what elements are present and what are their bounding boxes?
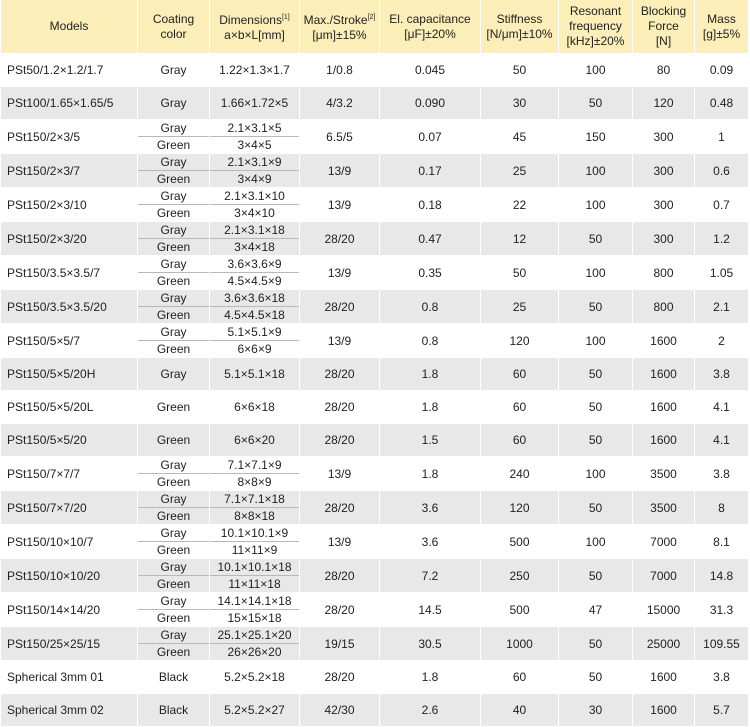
stiffness-cell: 22 [481, 188, 559, 222]
table-row [1, 424, 749, 457]
capacitance-cell: 3.6 [380, 525, 481, 559]
dimensions-cell-value: 7.1×7.1×18 [210, 491, 299, 508]
mass-cell: 8.1 [695, 525, 749, 559]
stroke-cell: 1/0.8 [300, 54, 380, 87]
resonant-frequency-cell: 50 [559, 358, 633, 391]
resonant-frequency-cell: 47 [559, 593, 633, 627]
capacitance-cell: 0.07 [380, 120, 481, 154]
coating-color-cell-value: Gray [160, 367, 187, 381]
stiffness-cell: 500 [481, 525, 559, 559]
stiffness-cell: 25 [481, 154, 559, 188]
coating-color-cell-value: Black [158, 670, 189, 684]
table-row [1, 559, 749, 593]
dimensions-cell-value: 3.6×3.6×18 [210, 290, 299, 307]
dimensions-cell [210, 87, 300, 120]
stiffness-cell: 30 [481, 87, 559, 120]
capacitance-cell: 0.045 [380, 54, 481, 87]
blocking-force-cell: 25000 [633, 627, 695, 661]
coating-color-cell-value: Green [156, 308, 191, 322]
capacitance-cell: 30.5 [380, 627, 481, 661]
coating-color-cell-value: Gray [138, 457, 209, 474]
coating-color-cell [138, 424, 210, 457]
blocking-force-cell: 120 [633, 87, 695, 120]
mass-cell: 109.55 [695, 627, 749, 661]
coating-color-cell-value: Green [156, 611, 191, 625]
dimensions-cell-value: 5.1×5.1×18 [224, 367, 285, 381]
mass-cell: 3.8 [695, 457, 749, 491]
mass-cell: 31.3 [695, 593, 749, 627]
stroke-cell: 13/9 [300, 154, 380, 188]
blocking-force-cell: 800 [633, 290, 695, 324]
dimensions-cell-value: 10.1×10.1×18 [210, 559, 299, 576]
blocking-force-cell: 300 [633, 120, 695, 154]
header-blocking-force: Blocking Force [N] [633, 0, 695, 54]
header-stiffness: Stiffness [N/μm]±10% [481, 0, 559, 54]
dimensions-cell-value: 3×4×5 [237, 138, 272, 152]
blocking-force-cell: 3500 [633, 457, 695, 491]
model-cell: Spherical 3mm 01 [1, 661, 138, 694]
coating-color-cell-value: Gray [138, 154, 209, 171]
coating-color-cell-value: Green [156, 433, 191, 447]
dimensions-cell-value: 10.1×10.1×9 [210, 525, 299, 542]
dimensions-cell [210, 491, 300, 525]
blocking-force-cell: 15000 [633, 593, 695, 627]
stiffness-cell: 45 [481, 120, 559, 154]
stiffness-cell: 120 [481, 324, 559, 358]
coating-color-cell [138, 491, 210, 525]
model-cell: PSt150/3.5×3.5/20 [1, 290, 138, 324]
model-cell: PSt150/5×5/20 [1, 424, 138, 457]
resonant-frequency-cell: 50 [559, 87, 633, 120]
mass-cell: 1.2 [695, 222, 749, 256]
model-cell: PSt150/10×10/7 [1, 525, 138, 559]
model-cell: PSt50/1.2×1.2/1.7 [1, 54, 138, 87]
model-cell: PSt150/14×14/20 [1, 593, 138, 627]
dimensions-cell-value: 3×4×9 [237, 172, 272, 186]
coating-color-cell-value: Green [156, 274, 191, 288]
blocking-force-cell: 1600 [633, 694, 695, 727]
table-row [1, 256, 749, 290]
stroke-cell: 28/20 [300, 290, 380, 324]
resonant-frequency-cell: 150 [559, 120, 633, 154]
dimensions-cell-value: 3.6×3.6×9 [210, 256, 299, 273]
capacitance-cell: 3.6 [380, 491, 481, 525]
dimensions-cell-value: 4.5×4.5×9 [227, 274, 282, 288]
model-cell: PSt150/25×25/15 [1, 627, 138, 661]
header-row [1, 0, 749, 54]
dimensions-cell-value: 26×26×20 [227, 645, 282, 659]
resonant-frequency-cell: 100 [559, 457, 633, 491]
capacitance-cell: 1.8 [380, 391, 481, 424]
blocking-force-cell: 300 [633, 188, 695, 222]
table-row [1, 391, 749, 424]
model-cell: PSt150/2×3/5 [1, 120, 138, 154]
blocking-force-cell: 800 [633, 256, 695, 290]
capacitance-cell: 0.47 [380, 222, 481, 256]
dimensions-cell [210, 290, 300, 324]
table-row [1, 593, 749, 627]
coating-color-cell-value: Gray [138, 290, 209, 307]
table-row [1, 491, 749, 525]
dimensions-cell-value: 1.22×1.3×1.7 [219, 63, 290, 77]
coating-color-cell [138, 222, 210, 256]
dimensions-cell [210, 661, 300, 694]
resonant-frequency-cell: 50 [559, 222, 633, 256]
coating-color-cell-value: Gray [138, 256, 209, 273]
mass-cell: 1 [695, 120, 749, 154]
coating-color-cell-value: Gray [160, 63, 187, 77]
table-row [1, 694, 749, 727]
capacitance-cell: 1.8 [380, 457, 481, 491]
dimensions-cell [210, 593, 300, 627]
stroke-cell: 28/20 [300, 222, 380, 256]
dimensions-cell-value: 1.66×1.72×5 [220, 96, 289, 110]
mass-cell: 3.8 [695, 358, 749, 391]
mass-cell: 0.09 [695, 54, 749, 87]
stiffness-cell: 60 [481, 358, 559, 391]
mass-cell: 5.7 [695, 694, 749, 727]
model-cell: PSt150/5×5/20H [1, 358, 138, 391]
dimensions-cell-value: 6×6×9 [237, 342, 272, 356]
dimensions-cell-value: 5.1×5.1×9 [210, 324, 299, 341]
model-cell: PSt150/2×3/7 [1, 154, 138, 188]
stroke-cell: 13/9 [300, 324, 380, 358]
coating-color-cell [138, 627, 210, 661]
model-cell: PSt150/7×7/7 [1, 457, 138, 491]
coating-color-cell [138, 559, 210, 593]
coating-color-cell [138, 661, 210, 694]
stiffness-cell: 50 [481, 256, 559, 290]
coating-color-cell-value: Gray [138, 222, 209, 239]
stroke-cell: 42/30 [300, 694, 380, 727]
capacitance-cell: 1.8 [380, 358, 481, 391]
coating-color-cell [138, 324, 210, 358]
mass-cell: 0.48 [695, 87, 749, 120]
blocking-force-cell: 80 [633, 54, 695, 87]
stroke-cell: 13/9 [300, 256, 380, 290]
stroke-cell: 28/20 [300, 661, 380, 694]
coating-color-cell-value: Green [156, 509, 191, 523]
table-row [1, 87, 749, 120]
dimensions-cell-value: 15×15×18 [227, 611, 282, 625]
stiffness-cell: 240 [481, 457, 559, 491]
stiffness-cell: 250 [481, 559, 559, 593]
dimensions-cell [210, 120, 300, 154]
coating-color-cell [138, 87, 210, 120]
resonant-frequency-cell: 50 [559, 627, 633, 661]
dimensions-cell [210, 391, 300, 424]
dimensions-cell-value: 2.1×3.1×18 [210, 222, 299, 239]
stiffness-cell: 50 [481, 54, 559, 87]
coating-color-cell [138, 256, 210, 290]
coating-color-cell [138, 694, 210, 727]
table-row [1, 457, 749, 491]
stiffness-cell: 25 [481, 290, 559, 324]
dimensions-cell-value: 14.1×14.1×18 [210, 593, 299, 610]
resonant-frequency-cell: 100 [559, 525, 633, 559]
coating-color-cell [138, 358, 210, 391]
coating-color-cell-value: Green [156, 172, 191, 186]
table-row [1, 188, 749, 222]
specs-table [1, 0, 749, 727]
capacitance-cell: 1.5 [380, 424, 481, 457]
resonant-frequency-cell: 50 [559, 491, 633, 525]
stiffness-cell: 60 [481, 661, 559, 694]
coating-color-cell-value: Green [156, 206, 191, 220]
capacitance-cell: 0.8 [380, 324, 481, 358]
coating-color-cell-value: Green [156, 577, 191, 591]
dimensions-cell [210, 188, 300, 222]
table-row [1, 54, 749, 87]
blocking-force-cell: 300 [633, 154, 695, 188]
blocking-force-cell: 1600 [633, 358, 695, 391]
coating-color-cell [138, 188, 210, 222]
coating-color-cell [138, 120, 210, 154]
dimensions-cell [210, 457, 300, 491]
model-cell: PSt150/3.5×3.5/7 [1, 256, 138, 290]
stroke-cell: 28/20 [300, 391, 380, 424]
stroke-cell: 13/9 [300, 457, 380, 491]
coating-color-cell-value: Gray [138, 525, 209, 542]
coating-color-cell-value: Gray [138, 324, 209, 341]
dimensions-cell-value: 8×8×9 [237, 475, 272, 489]
header-capacitance: El. capacitance [μF]±20% [380, 0, 481, 54]
coating-color-cell-value: Green [156, 138, 191, 152]
dimensions-cell [210, 525, 300, 559]
model-cell: PSt100/1.65×1.65/5 [1, 87, 138, 120]
stiffness-cell: 60 [481, 424, 559, 457]
dimensions-cell-value: 25.1×25.1×20 [210, 627, 299, 644]
table-row [1, 154, 749, 188]
dimensions-cell [210, 324, 300, 358]
resonant-frequency-cell: 30 [559, 694, 633, 727]
resonant-frequency-cell: 50 [559, 559, 633, 593]
stroke-cell: 28/20 [300, 424, 380, 457]
dimensions-cell [210, 222, 300, 256]
capacitance-cell: 2.6 [380, 694, 481, 727]
resonant-frequency-cell: 100 [559, 324, 633, 358]
mass-cell: 4.1 [695, 424, 749, 457]
header-mass: Mass [g]±5% [695, 0, 749, 54]
stiffness-cell: 120 [481, 491, 559, 525]
resonant-frequency-cell: 100 [559, 154, 633, 188]
coating-color-cell-value: Green [156, 342, 191, 356]
blocking-force-cell: 7000 [633, 525, 695, 559]
table-row [1, 525, 749, 559]
dimensions-cell [210, 694, 300, 727]
header-models: Models [1, 0, 138, 54]
header-dimensions: Dimensions[1] a×b×L[mm] [210, 0, 300, 54]
stiffness-cell: 40 [481, 694, 559, 727]
dimensions-cell-value: 3×4×18 [234, 240, 275, 254]
mass-cell: 0.6 [695, 154, 749, 188]
coating-color-cell [138, 457, 210, 491]
coating-color-cell-value: Green [156, 400, 191, 414]
coating-color-cell-value: Black [158, 703, 189, 717]
stroke-cell: 19/15 [300, 627, 380, 661]
coating-color-cell-value: Gray [160, 96, 187, 110]
resonant-frequency-cell: 50 [559, 391, 633, 424]
stiffness-cell: 500 [481, 593, 559, 627]
stiffness-cell: 1000 [481, 627, 559, 661]
dimensions-cell-value: 2.1×3.1×9 [210, 154, 299, 171]
table-row [1, 661, 749, 694]
dimensions-cell-value: 11×11×18 [228, 577, 281, 591]
resonant-frequency-cell: 50 [559, 661, 633, 694]
stroke-cell: 28/20 [300, 559, 380, 593]
dimensions-cell-value: 2.1×3.1×5 [210, 120, 299, 137]
header-coating: Coating color [138, 0, 210, 54]
blocking-force-cell: 1600 [633, 324, 695, 358]
coating-color-cell [138, 593, 210, 627]
coating-color-cell [138, 525, 210, 559]
stroke-cell: 28/20 [300, 593, 380, 627]
stroke-cell: 4/3.2 [300, 87, 380, 120]
capacitance-cell: 1.8 [380, 661, 481, 694]
dimensions-cell-value: 5.2×5.2×27 [224, 703, 285, 717]
mass-cell: 2 [695, 324, 749, 358]
coating-color-cell [138, 290, 210, 324]
blocking-force-cell: 1600 [633, 391, 695, 424]
table-row [1, 222, 749, 256]
header-stroke: Max./Stroke[2] [μm]±15% [300, 0, 380, 54]
resonant-frequency-cell: 100 [559, 256, 633, 290]
model-cell: PSt150/5×5/20L [1, 391, 138, 424]
blocking-force-cell: 1600 [633, 661, 695, 694]
model-cell: PSt150/2×3/10 [1, 188, 138, 222]
dimensions-cell-value: 7.1×7.1×9 [210, 457, 299, 474]
table-row [1, 358, 749, 391]
mass-cell: 8 [695, 491, 749, 525]
capacitance-cell: 0.8 [380, 290, 481, 324]
mass-cell: 2.1 [695, 290, 749, 324]
dimensions-cell [210, 559, 300, 593]
dimensions-cell [210, 358, 300, 391]
capacitance-cell: 0.18 [380, 188, 481, 222]
coating-color-cell-value: Gray [138, 491, 209, 508]
capacitance-cell: 14.5 [380, 593, 481, 627]
model-cell: PSt150/7×7/20 [1, 491, 138, 525]
table-row [1, 290, 749, 324]
coating-color-cell-value: Gray [138, 120, 209, 137]
mass-cell: 14.8 [695, 559, 749, 593]
coating-color-cell-value: Gray [138, 559, 209, 576]
coating-color-cell-value: Green [156, 475, 191, 489]
dimensions-cell-value: 8×8×18 [234, 509, 275, 523]
resonant-frequency-cell: 100 [559, 188, 633, 222]
coating-color-cell-value: Gray [138, 627, 209, 644]
dimensions-cell-value: 6×6×18 [234, 400, 275, 414]
mass-cell: 1.05 [695, 256, 749, 290]
capacitance-cell: 0.35 [380, 256, 481, 290]
blocking-force-cell: 1600 [633, 424, 695, 457]
model-cell: PSt150/5×5/7 [1, 324, 138, 358]
dimensions-cell-value: 5.2×5.2×18 [224, 670, 285, 684]
table-row [1, 324, 749, 358]
stroke-cell: 28/20 [300, 491, 380, 525]
dimensions-cell [210, 54, 300, 87]
coating-color-cell-value: Gray [138, 593, 209, 610]
coating-color-cell-value: Gray [138, 188, 209, 205]
capacitance-cell: 0.17 [380, 154, 481, 188]
dimensions-cell [210, 154, 300, 188]
coating-color-cell [138, 54, 210, 87]
dimensions-cell [210, 424, 300, 457]
coating-color-cell-value: Green [156, 543, 191, 557]
table-row [1, 120, 749, 154]
dimensions-cell [210, 627, 300, 661]
model-cell: Spherical 3mm 02 [1, 694, 138, 727]
mass-cell: 4.1 [695, 391, 749, 424]
resonant-frequency-cell: 50 [559, 290, 633, 324]
model-cell: PSt150/2×3/20 [1, 222, 138, 256]
stroke-cell: 13/9 [300, 525, 380, 559]
capacitance-cell: 0.090 [380, 87, 481, 120]
model-cell: PSt150/10×10/20 [1, 559, 138, 593]
coating-color-cell-value: Green [156, 645, 191, 659]
stiffness-cell: 12 [481, 222, 559, 256]
coating-color-cell-value: Green [156, 240, 191, 254]
coating-color-cell [138, 154, 210, 188]
mass-cell: 3.8 [695, 661, 749, 694]
dimensions-cell-value: 2.1×3.1×10 [210, 188, 299, 205]
blocking-force-cell: 7000 [633, 559, 695, 593]
blocking-force-cell: 300 [633, 222, 695, 256]
stroke-cell: 28/20 [300, 358, 380, 391]
stroke-cell: 13/9 [300, 188, 380, 222]
dimensions-cell-value: 4.5×4.5×18 [224, 308, 285, 322]
mass-cell: 0.7 [695, 188, 749, 222]
table-row [1, 627, 749, 661]
resonant-frequency-cell: 50 [559, 424, 633, 457]
capacitance-cell: 7.2 [380, 559, 481, 593]
stiffness-cell: 60 [481, 391, 559, 424]
header-resonant-frequency: Resonant frequency [kHz]±20% [559, 0, 633, 54]
dimensions-cell [210, 256, 300, 290]
dimensions-cell-value: 3×4×10 [234, 206, 275, 220]
coating-color-cell [138, 391, 210, 424]
resonant-frequency-cell: 100 [559, 54, 633, 87]
dimensions-cell-value: 11×11×9 [231, 543, 278, 557]
dimensions-cell-value: 6×6×20 [234, 433, 275, 447]
blocking-force-cell: 3500 [633, 491, 695, 525]
stroke-cell: 6.5/5 [300, 120, 380, 154]
